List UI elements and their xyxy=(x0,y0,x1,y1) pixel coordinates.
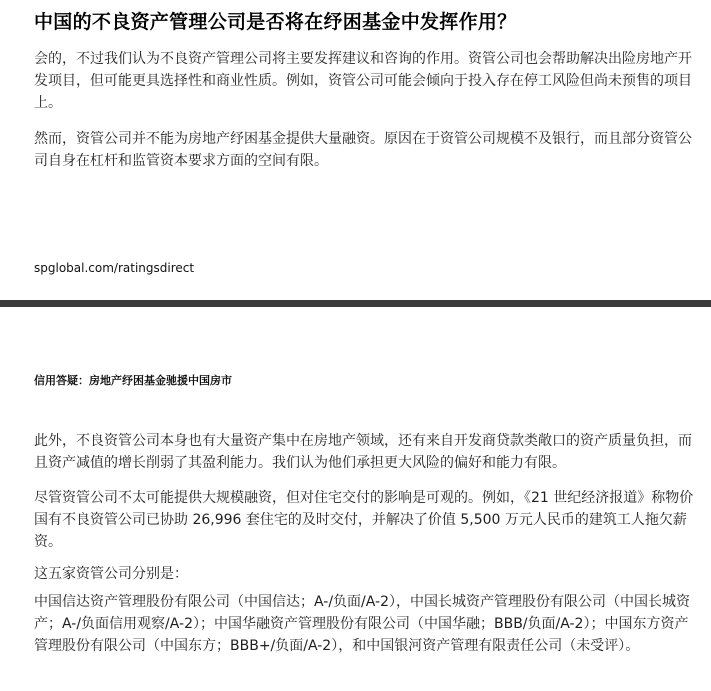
running-header: 信用答疑：房地产纾困基金驰援中国房市 xyxy=(34,374,232,387)
page-top xyxy=(0,0,711,300)
paragraph: 尽管资管公司不太可能提供大规模融资，但对住宅交付的影响是可观的。例如，《21 世纪经济报道》称物价国有不良资管公司已协助 26,996 套住宅的及时交付，并解决了价值 5,500 万元人民币的建筑工人拖欠薪资。 xyxy=(34,490,694,550)
paragraph: 此外，不良资管公司本身也有大量资产集中在房地产领域，还有来自开发商贷款类敞口的资产质量负担，而且资产减值的增长削弱了其盈利能力。我们认为他们承担更大风险的偏好和能力有限。 xyxy=(34,433,692,471)
paragraph: 这五家资管公司分别是： xyxy=(34,566,188,582)
paragraph: 中国信达资产管理股份有限公司（中国信达；A-/负面/A-2），中国长城资产管理股份有限公司（中国长城资产；A-/负面信用观察/A-2）；中国华融资产管理股份有限公司（中国华融；BBB/负面/A-2）；中国东方资产管理股份有限公司（中国东方；BBB+/负面/A-2），和中国银河资产管理有限责任公司（未受评）。 xyxy=(34,594,690,654)
page-divider xyxy=(0,300,711,307)
section-heading: 中国的不良资产管理公司是否将在纾困基金中发挥作用？ xyxy=(34,11,517,33)
footer-url: spglobal.com/ratingsdirect xyxy=(34,261,195,275)
paragraph: 然而，资管公司并不能为房地产纾困基金提供大量融资。原因在于资管公司规模不及银行，而且部分资管公司自身在杠杆和监管资本要求方面的空间有限。 xyxy=(34,131,692,169)
paragraph: 会的，不过我们认为不良资产管理公司将主要发挥建议和咨询的作用。资管公司也会帮助解决出险房地产开发项目，但可能更具选择性和商业性质。例如，资管公司可能会倾向于投入存在停工风险但尚未预售的项目上。 xyxy=(34,51,692,111)
